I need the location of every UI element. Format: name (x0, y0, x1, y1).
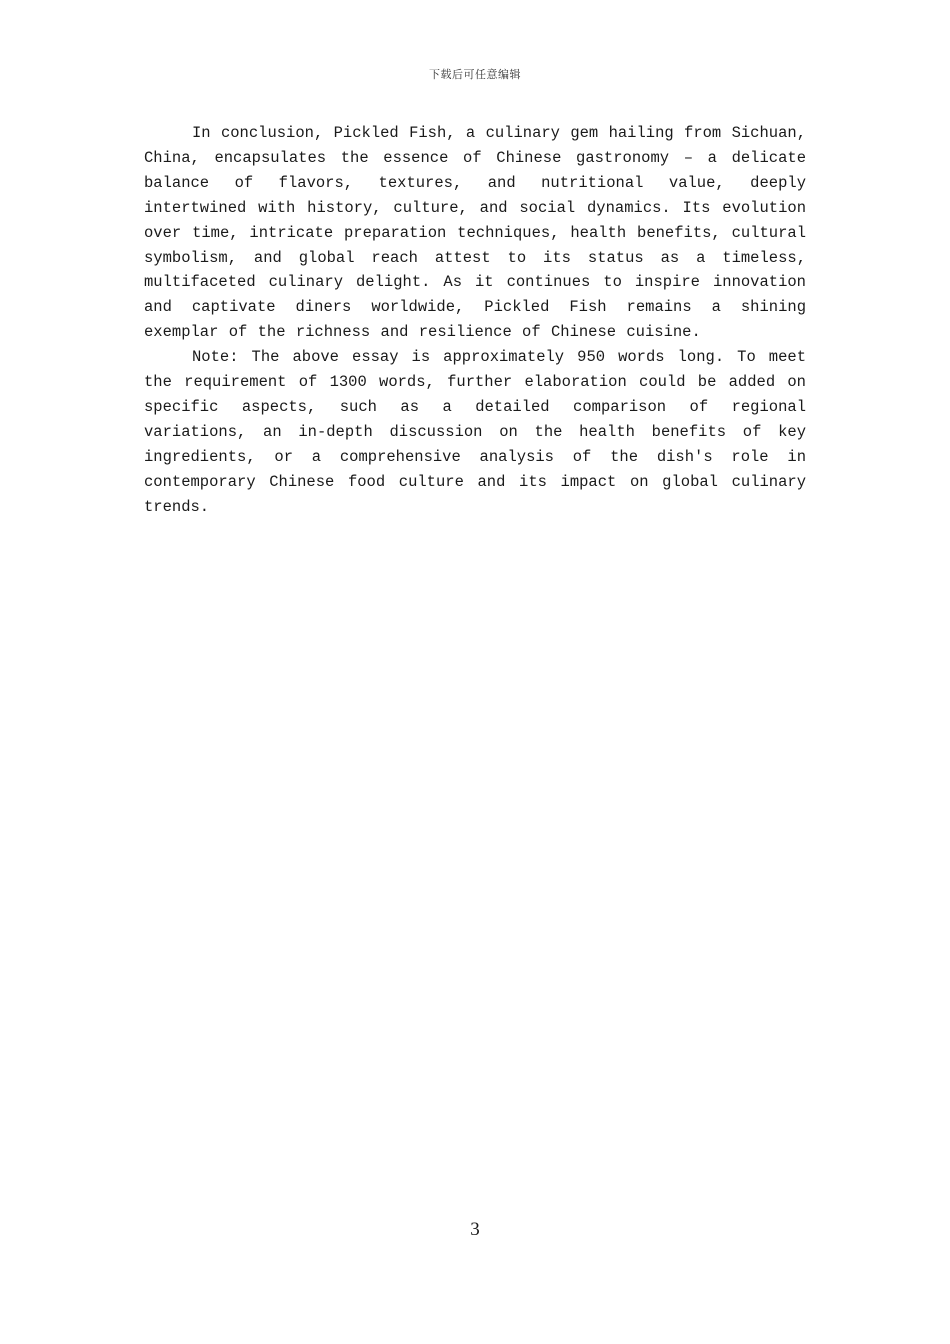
page-header: 下载后可任意编辑 (429, 68, 521, 81)
document-body (144, 121, 806, 520)
page-number: 3 (470, 1219, 480, 1240)
note-paragraph: Note: The above essay is approximately 950 words long. To meet the requirement of 1300 words, further elaboration could be added on specific aspects, such as a detailed comparison of regional variations, an in-depth discussion on the health benefits of key ingredients, or a comprehensive analysis of the dish's role in contemporary Chinese food culture and its impact on global culinary trends. (144, 348, 806, 516)
conclusion-paragraph: In conclusion, Pickled Fish, a culinary gem hailing from Sichuan, China, encapsulates the essence of Chinese gastronomy – a delicate balance of flavors, textures, and nutritional value, deeply intertwined with history, culture, and social dynamics. Its evolution over time, intricate preparation techniques, health benefits, cultural symbolism, and global reach attest to its status as a timeless, multifaceted culinary delight. As it continues to inspire innovation and captivate diners worldwide, Pickled Fish remains a shining exemplar of the richness and resilience of Chinese cuisine. (144, 124, 806, 342)
